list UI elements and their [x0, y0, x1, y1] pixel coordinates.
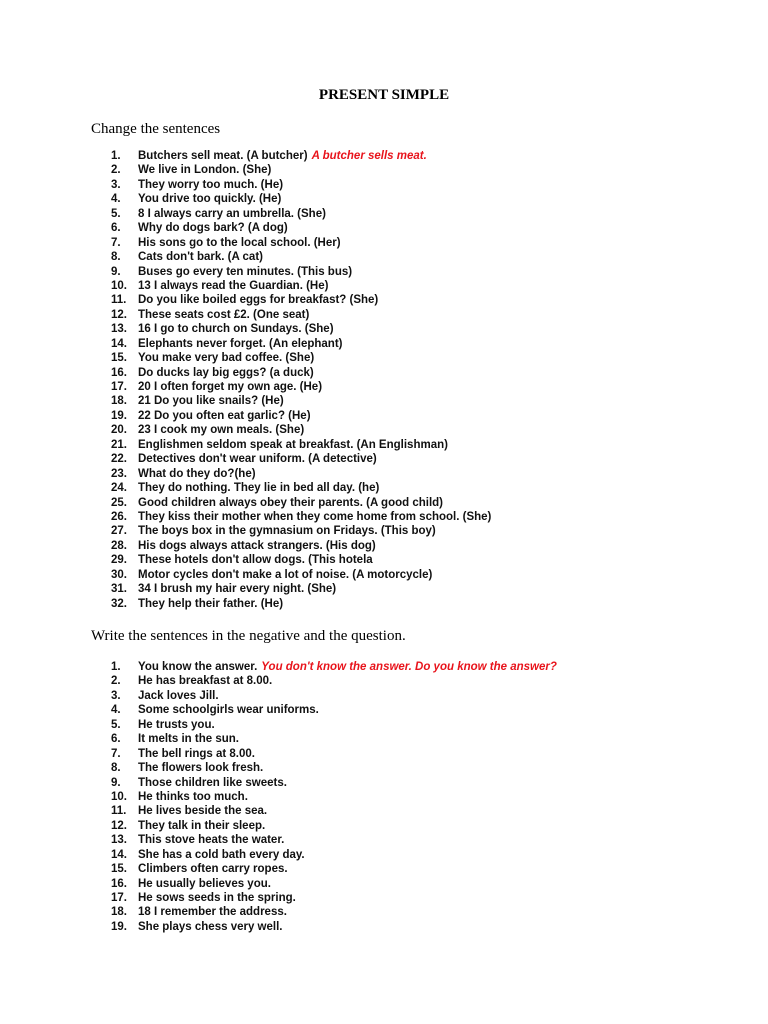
- list-item: [111, 337, 491, 351]
- list-item: [111, 674, 557, 688]
- item-sentence: These hotels don't allow dogs. (This hotela: [138, 554, 373, 567]
- item-sentence: The flowers look fresh.: [138, 762, 264, 775]
- item-number: 17.: [111, 892, 127, 904]
- list-item: [111, 568, 491, 582]
- item-number: 19.: [111, 920, 127, 933]
- list-item: [111, 660, 557, 674]
- list-item: [111, 496, 491, 510]
- item-sentence: He trusts you.: [138, 718, 215, 731]
- item-number: 1.: [111, 661, 121, 673]
- item-sentence: They kiss their mother when they come home from school. (She): [138, 510, 492, 523]
- item-number: 27.: [111, 525, 127, 538]
- item-sentence: The bell rings at 8.00.: [138, 747, 255, 760]
- list-item: [111, 366, 491, 380]
- item-sentence: Climbers often carry ropes.: [138, 863, 288, 876]
- item-number: 16.: [111, 877, 127, 890]
- item-sentence: His sons go to the local school. (Her): [138, 236, 341, 249]
- item-sentence: You drive too quickly. (He): [138, 193, 282, 206]
- item-number: 9.: [111, 776, 121, 789]
- list-item: [111, 905, 557, 919]
- list-item: [111, 732, 557, 746]
- item-number: 7.: [111, 236, 121, 249]
- list-item: [111, 891, 557, 905]
- list-item: [111, 747, 557, 761]
- item-number: 4.: [111, 704, 121, 717]
- item-sentence: We live in London. (She): [138, 164, 272, 177]
- list-item: [111, 718, 557, 732]
- page-title: PRESENT SIMPLE: [318, 87, 450, 103]
- item-number: 10.: [111, 279, 127, 292]
- list-item: [111, 467, 491, 481]
- item-sentence: Jack loves Jill.: [138, 689, 219, 702]
- item-number: 20.: [111, 424, 127, 437]
- item-number: 7.: [111, 747, 121, 760]
- item-number: 9.: [111, 265, 121, 278]
- item-number: 12.: [111, 308, 127, 321]
- item-number: 2.: [111, 675, 121, 688]
- item-sentence: 16 I go to church on Sundays. (She): [138, 323, 334, 336]
- list-item: [111, 761, 557, 775]
- item-number: 18.: [111, 395, 127, 408]
- item-answer: A butcher sells meat.: [311, 150, 427, 162]
- list-item: [111, 250, 491, 264]
- item-sentence: Motor cycles don't make a lot of noise. (A motorcycle): [138, 568, 433, 581]
- list-item: [111, 322, 491, 336]
- item-sentence: It melts in the sun.: [138, 733, 239, 746]
- list-item: [111, 380, 491, 394]
- item-number: 24.: [111, 482, 127, 495]
- list-item: [111, 689, 557, 703]
- section1-list: [111, 149, 491, 611]
- item-number: 6.: [111, 733, 121, 746]
- list-item: [111, 192, 491, 206]
- item-sentence: Those children like sweets.: [138, 776, 287, 789]
- item-sentence: 8 I always carry an umbrella. (She): [138, 207, 326, 220]
- item-sentence: 20 I often forget my own age. (He): [138, 381, 323, 393]
- item-answer: You don't know the answer. Do you know the answer?: [261, 661, 557, 673]
- section2-instruction: Write the sentences in the negative and the question.: [91, 628, 406, 644]
- section2-list: [111, 660, 557, 934]
- item-sentence: 23 I cook my own meals. (She): [138, 424, 305, 437]
- item-sentence: She plays chess very well.: [138, 920, 283, 933]
- item-number: 31.: [111, 583, 127, 596]
- item-sentence: 21 Do you like snails? (He): [138, 395, 284, 408]
- list-item: [111, 265, 491, 279]
- list-item: [111, 703, 557, 717]
- list-item: [111, 582, 491, 596]
- list-item: [111, 597, 491, 611]
- item-sentence: They talk in their sleep.: [138, 819, 266, 832]
- section1-instruction: Change the sentences: [91, 121, 221, 137]
- list-item: [111, 178, 491, 192]
- item-sentence: Englishmen seldom speak at breakfast. (An Englishman): [138, 438, 448, 451]
- list-item: [111, 920, 557, 934]
- item-number: 21.: [111, 438, 127, 451]
- list-item: [111, 409, 491, 423]
- item-number: 26.: [111, 510, 127, 523]
- item-sentence: You make very bad coffee. (She): [138, 352, 315, 365]
- item-number: 17.: [111, 381, 127, 393]
- item-sentence: The boys box in the gymnasium on Fridays. (This boy): [138, 525, 436, 538]
- item-number: 18.: [111, 906, 127, 919]
- list-item: [111, 236, 491, 250]
- item-number: 2.: [111, 164, 121, 177]
- list-item: [111, 804, 557, 818]
- list-item: [111, 539, 491, 553]
- item-sentence: Buses go every ten minutes. (This bus): [138, 265, 353, 278]
- list-item: [111, 833, 557, 847]
- item-number: 29.: [111, 554, 127, 567]
- list-item: [111, 776, 557, 790]
- list-item: [111, 790, 557, 804]
- item-number: 11.: [111, 294, 127, 307]
- item-number: 13.: [111, 834, 127, 847]
- list-item: [111, 221, 491, 235]
- item-sentence: They do nothing. They lie in bed all day. (he): [138, 482, 380, 495]
- item-sentence: 22 Do you often eat garlic? (He): [138, 409, 311, 422]
- item-sentence: He has breakfast at 8.00.: [138, 675, 273, 688]
- item-sentence: You know the answer.: [138, 661, 258, 673]
- item-number: 5.: [111, 718, 121, 731]
- list-item: [111, 163, 491, 177]
- item-number: 25.: [111, 496, 127, 509]
- item-sentence: She has a cold bath every day.: [138, 848, 305, 861]
- item-sentence: Some schoolgirls wear uniforms.: [138, 704, 319, 717]
- item-number: 22.: [111, 453, 127, 466]
- item-number: 11.: [111, 805, 127, 818]
- item-number: 8.: [111, 762, 121, 775]
- list-item: [111, 819, 557, 833]
- item-sentence: Do ducks lay big eggs? (a duck): [138, 366, 314, 379]
- list-item: [111, 510, 491, 524]
- list-item: [111, 394, 491, 408]
- item-number: 23.: [111, 467, 127, 480]
- item-number: 15.: [111, 352, 127, 365]
- item-number: 4.: [111, 193, 121, 206]
- list-item: [111, 524, 491, 538]
- item-sentence: He thinks too much.: [138, 790, 248, 803]
- item-sentence: He lives beside the sea.: [138, 805, 268, 818]
- list-item: [111, 308, 491, 322]
- list-item: [111, 452, 491, 466]
- item-number: 3.: [111, 689, 121, 702]
- list-item: [111, 207, 491, 221]
- item-number: 3.: [111, 178, 121, 191]
- item-number: 19.: [111, 409, 127, 422]
- item-number: 6.: [111, 222, 121, 235]
- list-item: [111, 862, 557, 876]
- item-number: 5.: [111, 207, 121, 220]
- item-sentence: They help their father. (He): [138, 597, 284, 610]
- item-sentence: Butchers sell meat. (A butcher): [138, 150, 308, 162]
- list-item: [111, 293, 491, 307]
- item-number: 13.: [111, 323, 127, 336]
- item-sentence: They worry too much. (He): [138, 178, 284, 191]
- item-number: 8.: [111, 251, 121, 264]
- item-sentence: These seats cost £2. (One seat): [138, 308, 310, 321]
- list-item: [111, 553, 491, 567]
- item-sentence: 34 I brush my hair every night. (She): [138, 583, 337, 596]
- item-number: 15.: [111, 863, 127, 876]
- item-sentence: He usually believes you.: [138, 877, 271, 890]
- item-sentence: Why do dogs bark? (A dog): [138, 222, 288, 235]
- item-number: 16.: [111, 366, 127, 379]
- item-sentence: 18 I remember the address.: [138, 906, 287, 919]
- list-item: [111, 423, 491, 437]
- item-number: 32.: [111, 597, 127, 610]
- item-sentence: This stove heats the water.: [138, 834, 285, 847]
- item-sentence: Detectives don't wear uniform. (A detective): [138, 453, 377, 466]
- list-item: [111, 877, 557, 891]
- item-sentence: 13 I always read the Guardian. (He): [138, 279, 329, 292]
- item-sentence: Elephants never forget. (An elephant): [138, 337, 343, 350]
- list-item: [111, 481, 491, 495]
- item-number: 30.: [111, 568, 127, 581]
- item-number: 14.: [111, 848, 127, 861]
- item-number: 1.: [111, 150, 121, 162]
- list-item: [111, 149, 491, 163]
- item-sentence: What do they do?(he): [138, 467, 256, 480]
- item-number: 10.: [111, 790, 127, 803]
- item-sentence: His dogs always attack strangers. (His dog): [138, 539, 376, 552]
- item-number: 12.: [111, 819, 127, 832]
- list-item: [111, 848, 557, 862]
- item-sentence: Do you like boiled eggs for breakfast? (She): [138, 294, 379, 307]
- list-item: [111, 351, 491, 365]
- item-number: 14.: [111, 337, 127, 350]
- item-sentence: Good children always obey their parents. (A good child): [138, 496, 444, 509]
- item-sentence: He sows seeds in the spring.: [138, 892, 296, 904]
- list-item: [111, 279, 491, 293]
- item-number: 28.: [111, 539, 127, 552]
- list-item: [111, 438, 491, 452]
- item-sentence: Cats don't bark. (A cat): [138, 251, 263, 264]
